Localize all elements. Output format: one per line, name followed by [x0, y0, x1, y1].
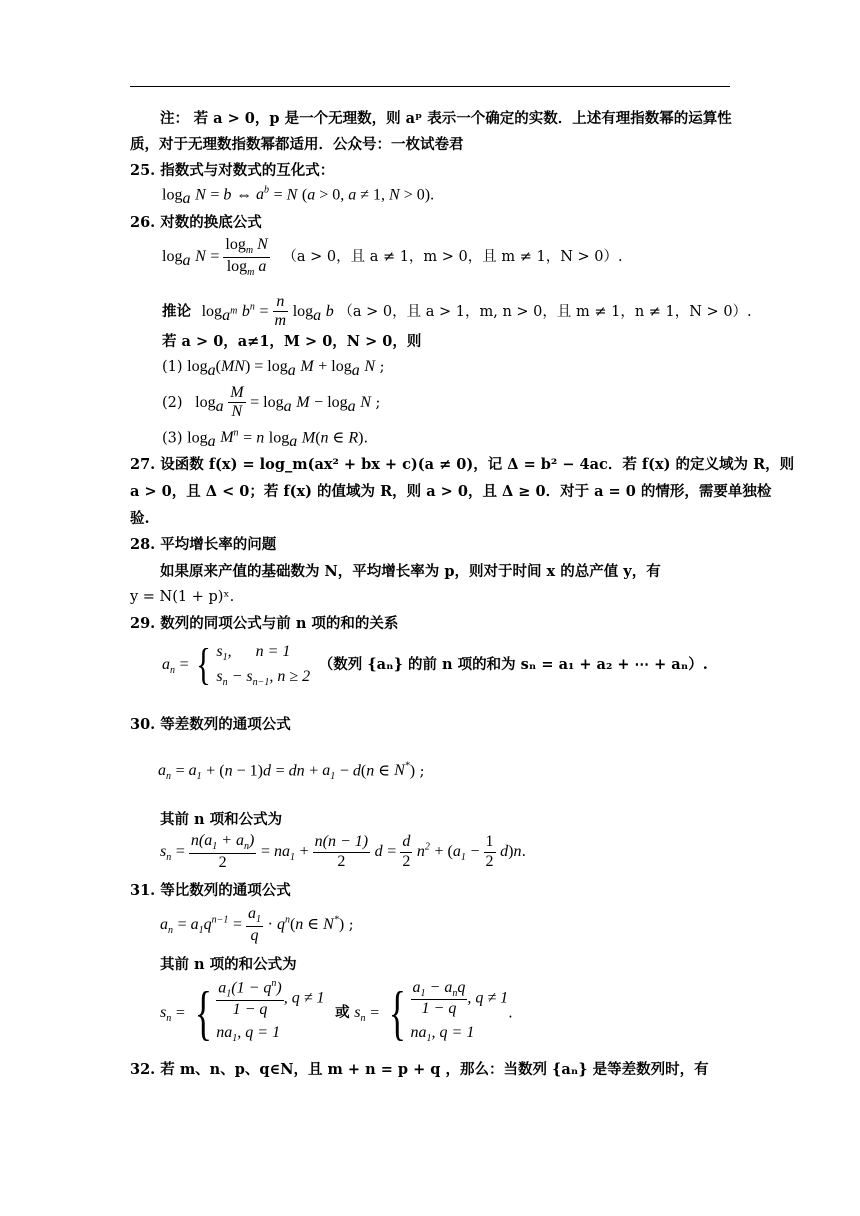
- note-text-1: 若 a > 0，p 是一个无理数，则 aᵖ 表示一个确定的实数．上述有理指数幂的运算性: [193, 110, 732, 127]
- s31-or: 或: [335, 1004, 350, 1022]
- s26-rule-2: (2) $\log_a$ $\frac{M}{N}$ = $\log_a M - \log_a N$ ;: [162, 384, 381, 421]
- header-rule: [130, 86, 730, 87]
- s25-heading: 25. 指数式与对数式的互化式：: [130, 162, 335, 179]
- s26-heading: 26. 对数的换底公式: [130, 214, 262, 231]
- s29-tail: （数列 {aₙ} 的前 n 项的和为 sₙ = a₁ + a₂ + ⋯ + aₙ）.: [318, 656, 708, 674]
- note-line-1: [160, 111, 732, 128]
- s29-formula: $a_n$ = { $s_1$, n = 1 $s_n - s_{n-1}$, n ≥ 2 （数列 {aₙ} 的前 n 项的和为 sₙ = a₁ + a₂ + ⋯ + aₙ）.: [162, 639, 708, 689]
- s26-if-line: 若 a > 0，a≠1，M > 0，N > 0，则: [162, 333, 422, 350]
- s31-formula: $a_n = a_1q^{n-1}$ = $\frac{a_1}{q}$ · $q^n(n$ ∈ N*) ;: [160, 905, 354, 944]
- s27-line-1: 27. 设函数 f(x) = log_m(ax² + bx + c)(a ≠ 0)，记 Δ = b² − 4ac．若 f(x) 的定义域为 R，则: [130, 456, 795, 473]
- s27-line-2: a > 0，且 Δ < 0；若 f(x) 的值域为 R，则 a > 0，且 Δ ≥ 0．对于 a = 0 的情形，需要单独检: [130, 483, 772, 500]
- s30-sum-formula: $s_n$ = $\frac{n(a_1 + a_n)}{2}$ = $na_1$ + $\frac{n(n - 1)}{2}$ d = $\frac{d}{2}$ $n^2 + (a_1$ − $\frac{1}{2}$ d)n.: [160, 832, 527, 871]
- s30-formula: $a_n = a_1 + (n - 1)d$ = dn + $a_1 - d(n$ ∈ N*) ;: [158, 761, 425, 783]
- s31-sum-heading: 其前 n 项的和公式为: [160, 956, 297, 973]
- note-label: 注：: [160, 110, 189, 127]
- s28-heading: 28. 平均增长率的问题: [130, 536, 277, 553]
- rule1-label: (1): [162, 359, 183, 375]
- s31-sum-formula: $s_n$ = { $\frac{a_1(1 - q^n)}{1 - q}$ , q ≠ 1 $na_1$, q = 1 或 $s_n$ = { $\frac{a_1 - a_nq}{1 - q}$ , q ≠ 1 $na_1$, q = 1 .: [160, 978, 513, 1047]
- s28-line-2: y = N(1 + p)ˣ.: [130, 589, 235, 605]
- s26-corollary: 推论 $\log_{a^m} b^n$ = $\frac{n}{m}$ $\log_a b$ （a > 0，且 a > 1，m, n > 0，且 m ≠ 1，n ≠ 1，N > 0）.: [162, 293, 752, 330]
- s31-heading: 31. 等比数列的通项公式: [130, 882, 291, 899]
- rule3-label: (3): [162, 430, 183, 447]
- s25-formula: $\log_a N = b$ ⇔ $a^b = N$ (a > 0, a ≠ 1, N > 0).: [162, 185, 435, 208]
- s29-heading: 29. 数列的同项公式与前 n 项的和的关系: [130, 615, 399, 632]
- corollary-label: 推论: [162, 302, 191, 320]
- corollary-cond: （a > 0，且 a > 1，m, n > 0，且 m ≠ 1，n ≠ 1，N > 0）.: [338, 303, 752, 320]
- s26-formula-cond: （a > 0，且 a ≠ 1，m > 0，且 m ≠ 1，N > 0）.: [282, 249, 623, 266]
- s27-line-3: 验.: [130, 510, 150, 527]
- s26-formula: $\log_a N$ = $\frac{\log_m N}{\log_m a}$ （a > 0，且 a ≠ 1，m > 0，且 m ≠ 1，N > 0）.: [162, 236, 623, 278]
- s26-rule-3: (3) $\log_a M^n = n$ $\log_a M(n$ ∈ R).: [162, 428, 369, 451]
- s30-sum-heading: 其前 n 项和公式为: [160, 811, 283, 828]
- s30-heading: 30. 等差数列的通项公式: [130, 716, 291, 733]
- rule2-label: (2): [162, 394, 183, 411]
- note-line-2: 质，对于无理数指数幂都适用．公众号：一枚试卷君: [130, 136, 464, 153]
- s26-rule-1: (1) $\log_a(MN) = \log_a M + \log_a N$ ;: [162, 358, 385, 379]
- s28-line-1: 如果原来产值的基础数为 N，平均增长率为 p，则对于时间 x 的总产值 y，有: [160, 563, 661, 580]
- s32-line: 32. 若 m、n、p、q∈N，且 m + n = p + q ，那么：当数列 {aₙ} 是等差数列时，有: [130, 1061, 709, 1078]
